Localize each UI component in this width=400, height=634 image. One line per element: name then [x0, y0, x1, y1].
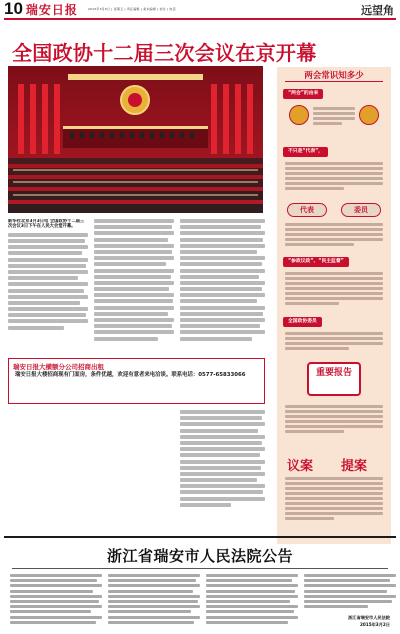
emblem-seal-left: [289, 105, 309, 125]
notice-footer-org: 浙江省瑞安市人民法院: [348, 615, 390, 620]
notice-footer-date: 2015年3月2日: [359, 622, 390, 627]
ad-title: 瑞安日报大横额分公司招商出租: [13, 363, 104, 371]
notice-col-4: [304, 574, 396, 614]
motion-label: 议案: [287, 459, 314, 474]
side-q1-text: [313, 107, 355, 127]
proposal-label: 提案: [341, 459, 368, 474]
masthead-rule: [4, 18, 396, 20]
side-q4-text: [285, 332, 383, 352]
masthead-meta: 2015年3月6日 | 星期五 | 责任编辑 | 美术编辑 | 校对 | 电话: [87, 7, 176, 11]
masthead: [0, 0, 400, 18]
side-q1-badge: “两会”的由来: [283, 89, 323, 99]
side-q2-badge: 不只是“代表”，: [283, 147, 328, 157]
member-pill: 委员: [341, 203, 381, 217]
article-col-2: [94, 219, 174, 349]
rental-ad-box: [8, 358, 265, 404]
page-number: 10: [4, 0, 23, 18]
side-pill-text: [285, 223, 383, 248]
side-q4-badge: 全国政协委员: [283, 317, 322, 327]
article-col-4: [180, 410, 265, 530]
side-report-text: [285, 405, 383, 435]
side-q3-text: [285, 272, 383, 307]
side-title: 两会常识知多少: [304, 71, 364, 81]
notice-col-2: [108, 574, 200, 628]
side-q3-badge: “参政议政”、“民主监督”: [283, 257, 349, 267]
side-title-rule: [285, 81, 383, 82]
side-infographic: [277, 67, 391, 544]
section-name: 远望角: [361, 4, 394, 17]
hall-photo-illustration: [8, 66, 263, 213]
session-photo: [8, 66, 263, 213]
notice-col-1: [10, 574, 102, 628]
newspaper-name: 瑞安日报: [25, 2, 78, 17]
notice-top-rule: [4, 536, 396, 538]
side-q2-text: [285, 162, 383, 192]
ad-text: 瑞安日报大楼招商现有门面房，条件优越，欢迎有意者来电洽谈。联系电话：0577-65833066: [15, 372, 246, 378]
article-col-3: [180, 219, 265, 349]
article-lede: 新华社北京3月3日电 全国政协十二届三次会议3日下午在人民大会堂开幕。: [8, 219, 85, 230]
court-notice-title: 浙江省瑞安市人民法院公告: [106, 547, 293, 565]
report-callout: 重要报告: [307, 362, 361, 396]
side-motion-text: [285, 477, 383, 522]
article-col-1: [8, 219, 88, 349]
notice-col-3: [206, 574, 298, 628]
delegate-pill: 代表: [287, 203, 327, 217]
page-headline: 全国政协十二届三次会议在京开幕: [12, 41, 317, 65]
notice-title-rule: [12, 568, 388, 569]
emblem-seal-right: [359, 105, 379, 125]
